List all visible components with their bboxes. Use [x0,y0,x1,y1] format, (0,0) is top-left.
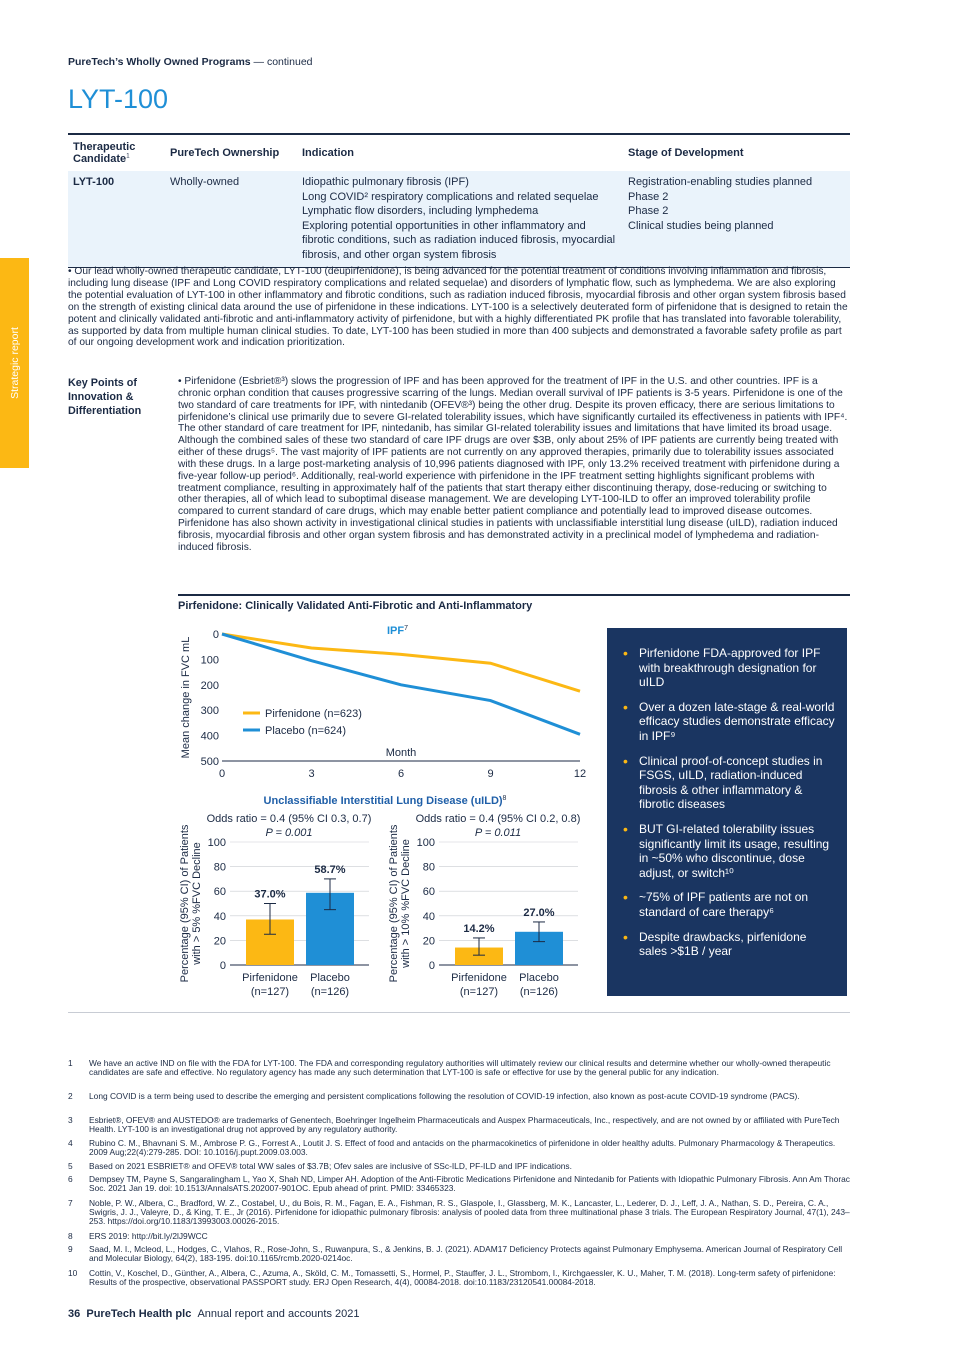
legend-label: Placebo (n=624) [265,725,347,737]
y-tick-label: 100 [207,837,226,849]
y-tick-label: 40 [213,910,226,923]
stage-cell: Registration-enabling studies planned Phase 2 Phase 2 Clinical studies being planned [623,171,850,267]
odds-ratio-label: Odds ratio = 0.4 (95% CI 0.2, 0.8) [415,813,581,825]
y-tick-label: 500 [200,756,219,768]
section-side-tab[interactable]: Strategic report [0,258,29,468]
callout-item: • Over a dozen late-stage & real-world efficacy studies demonstrate efficacy in IPF⁹ [639,700,835,744]
page-title: LYT-100 [68,84,169,114]
series-line [222,634,580,691]
data-label: 27.0% [523,906,555,919]
category-label: Pirfenidone [242,972,298,984]
y-tick-label: 20 [213,935,226,948]
candidate-cell: LYT-100 [68,171,165,267]
callout-item: • Pirfenidone FDA-approved for IPF with breakthrough designation for uILD [639,646,835,690]
key-points-text: • Pirfenidone (Esbriet®³) slows the progression of IPF and has been approved for the treatment of IPF in the U.S. and other countries. IPF is a chronic orphan condition that causes progressive scarring of the lungs. Median overall survival of IPF patients is 3-5 years. Pirfenidone is one of the two standard of care treatments for IPF, with nintedanib (OFEV®³) being the other drug. Despite its proven efficacy, there are serious limitations to pirfenidone’s clinical use primarily due to severe GI-related tolerability issues, which have significantly curtailed its effectiveness in patients with IPF⁴. The other standard of care treatment for IPF, nintedanib, has similar GI-related tolerability issues and limitations that have limited its broad usage. Although the combined sales of these two standard of care IPF drugs are over $3B, only about 25% of IPF patients are currently being treated with either of these drugs⁵. The vast majority of IPF patients are not currently on any approved therapies, primarily due to tolerability issues associated with these drugs. In a large post-marketing analysis of 10,996 patients diagnosed with IPF, only 13.2% received treatment with pirfenidone during a five-year follow-up period⁶. Additionally, real-world experience with pirfenidone in the IPF treatment setting highlights significant problems with treatment compliance, resulting in approximately half of the patients that start therapy either discontinuing therapy, dose-reducing or switching to other therapies, all of which lead to suboptimal disease management. We are developing LYT-100-ILD to offer an improved tolerability profile compared to current standard of care drugs, which may enable better patient compliance and potentially lead to improved disease outcomes. Pirfenidone has also shown activity in investigational clinical studies in patients with unclassifiable interstitial lung disease (uILD), radiation induced fibrosis, myocardial fibrosis and other organ system fibrosis and has demonstrated activity in a preclinical model of lymphedema and radiation-induced fibrosis. [178,376,848,553]
p-value-label: P = 0.001 [265,827,313,839]
col-stage: Stage of Development [623,134,850,171]
footnote: 5 Based on 2021 ESBRIET® and OFEV® total WW sales of $3.7B; Ofev sales are inclusive of SSc-ILD, PF-ILD and IPF indications. [68,1161,572,1171]
legend-label: Pirfenidone (n=623) [265,708,362,720]
chart-title: Unclassifiable Interstitial Lung Disease (uILD)$^8$ [263,795,507,807]
y-axis-label: Percentage (95% CI) of Patients [388,824,400,983]
table-row [68,171,850,267]
data-label: 37.0% [254,888,286,901]
figure-title: Pirfenidone: Clinically Validated Anti-Fibrotic and Anti-Inflammatory [178,600,533,612]
y-axis-label: with > 10% %FVC Decline [400,839,412,968]
y-tick-label: 20 [422,935,435,948]
figure-charts [170,618,600,1003]
callout-item: • Despite drawbacks, pirfenidone sales >$1B / year [639,930,835,959]
x-tick-label: 3 [308,768,315,780]
uild-bar-charts [179,795,580,998]
y-axis-label: with > 5% %FVC Decline [191,842,203,965]
footnote: 8 ERS 2019: http://bit.ly/2lJ9WCC [68,1231,208,1241]
candidate-table [68,133,850,268]
x-tick-label: 0 [218,768,226,780]
chart-title: IPF$^7$ [387,625,409,637]
data-label: 58.7% [314,863,346,876]
y-tick-label: 100 [416,837,435,849]
category-label: (n=126) [310,986,350,998]
ownership-cell: Wholly-owned [165,171,297,267]
odds-ratio-label: Odds ratio = 0.4 (95% CI 0.3, 0.7) [206,813,372,825]
p-value-label: P = 0.011 [474,827,522,839]
category-label: (n=127) [250,986,290,998]
x-tick-label: 6 [397,768,405,780]
table-header-row [68,134,850,171]
category-label: Pirfenidone [451,972,507,984]
figure-divider [178,594,850,596]
col-therapeutic-candidate: Therapeutic Candidate$^1$ [68,134,165,171]
category-label: Placebo [310,972,350,984]
x-tick-label: 9 [487,768,494,780]
indication-cell: Idiopathic pulmonary fibrosis (IPF) Long COVID² respiratory complications and related sequelae Lymphatic flow disorders, including lymphedema Exploring potential opportunities in other inflammatory and fibrotic conditions, such as radiation induced fibrosis, myocardial fibrosis, and other organ system fibrosis [297,171,623,267]
footnote: 4 Rubino C. M., Bhavnani S. M., Ambrose P. G., Forrest A., Loutit J. S. Effect of food and antacids on the pharmacokinetics of pirfenidone in older healthy adults. Pulmonary Pharmacology & Therapeutics. 2009 Aug;22(4):279-285. DOI: 10.1016/j.pupt.2009.03.003. [68,1138,836,1158]
footnote: 6 Dempsey TM, Payne S, Sangaralingham L, Yao X, Shah ND, Limper AH. Adoption of the Anti-Fibrotic Medications Pirfenidone and Nintedanib for Patients with Idiopathic Pulmonary Fibrosis. Ann Am Thorac Soc. 2021 Jan 19. doi: 10.1513/AnnalsATS.202007-901OC. Epub ahead of print. PMID: 33465323. [68,1174,850,1194]
y-axis-label: Mean change in FVC mL [180,636,192,759]
y-tick-label: 200 [200,679,219,692]
intro-paragraph: • Our lead wholly-owned therapeutic candidate, LYT-100 (deupirfenidone), is being advanced for the potential treatment of conditions involving inflammation and fibrosis, including lung disease (IPF and Long COVID respiratory complications and related sequelae) and disorders of lymphatic flow, such as lymphedema. We are also exploring the potential evaluation of LYT-100 in other inflammatory and fibrotic conditions, such as radiation induced fibrosis, myocardial fibrosis and other organ system fibrosis based on the strength of existing clinical data around the use of pirfenidone in these indications. LYT-100 is a selectively deuterated form of pirfenidone that is designed to retain the potent and clinically validated anti-fibrotic and anti-inflammatory activity of pirfenidone, but with a highly differentiated PK profile that has translated into favorable tolerability, as supported by data from multiple human clinical studies. To date, LYT-100 has been studied in more than 400 subjects and demonstrated a favorable safety profile as part of our ongoing development work and indication prioritization. [68,266,848,349]
running-header: PureTech’s Wholly Owned Programs — continued [68,56,313,68]
footnote: 7 Noble, P. W., Albera, C., Bradford, W. Z., Costabel, U., du Bois, R. M., Fagan, E. A., Fishman, R. S., Glaspole, I., Glassberg, M. K., Lancaster, L., Lederer, D. J., Leff, J. A., Nathan, S. D., Pereira, C. A., Swigris, J. J., Valeyre, D., & King, T. E., Jr (2016). Pirfenidone for idiopathic pulmonary fibrosis: analysis of pooled data from three multinational phase 3 trials. The European Respiratory Journal, 47(1), 243–253. https://doi.org/10.1183/13993003.00026-2015. [68,1198,850,1227]
y-tick-label: 80 [422,861,435,874]
callout-item: • Clinical proof-of-concept studies in FSGS, uILD, radiation-induced fibrosis & other inflammatory & fibrotic diseases [639,754,835,812]
section-divider [68,1012,850,1013]
footnote: 2 Long COVID is a term being used to describe the emerging and persistent complications following the resolution of COVID-19 infection, also known as post-acute COVID-19 syndrome (PACS). [68,1091,800,1101]
callout-item: • ~75% of IPF patients are not on standard of care therapy⁶ [639,890,835,919]
footnote: 9 Saad, M. I., Mcleod, L., Hodges, C., Vlahos, R., Rose-John, S., Ruwanpura, S., & Jenkins, B. J. (2021). ADAM17 Deficiency Protects against Pulmonary Emphysema. American Journal of Respiratory Cell and Molecular Biology, 64(2), 183-195. doi:10.1165/rcmb.2020-0214oc. [68,1244,843,1264]
y-tick-label: 40 [422,910,435,923]
category-label: (n=127) [459,986,499,998]
y-tick-label: 400 [200,730,219,743]
page-footer: 36 PureTech Health plc Annual report and accounts 2021 [68,1308,360,1320]
data-label: 14.2% [463,922,495,935]
col-ownership: PureTech Ownership [165,134,297,171]
x-tick-label: 12 [573,768,587,780]
callout-box [607,628,847,996]
category-label: Placebo [519,972,559,984]
category-label: (n=126) [519,986,559,998]
x-axis-label: Month [385,747,417,759]
footnote: 3 Esbriet®, OFEV® and AUSTEDO® are trademarks of Genentech, Boehringer Ingelheim Pharmaceuticals and Auspex Pharmaceuticals, Inc., respectively, and are not owned by or affiliated with PureTech Health. LYT-100 is an investigational drug not approved by any regulatory authority. [68,1115,840,1135]
y-tick-label: 60 [213,886,226,899]
ipf-line-chart [180,625,586,780]
y-tick-label: 0 [212,629,219,641]
footnote: 10 Cottin, V., Koschel, D., Günther, A., Albera, C., Azuma, A., Sköld, C. M., Tomassetti, S., Hormel, P., Stauffer, J. L., Strombom, I., Kirchgaessler, K. U., Maher, T. M. (2018). Long-term safety of pirfenidone: Results of the prospective, observational PASSPORT study. ERJ Open Research, 4(4), 00084-2018. doi:10.1183/23120541.00084-2018. [68,1268,836,1288]
y-tick-label: 0 [428,960,435,972]
col-indication: Indication [297,134,623,171]
y-tick-label: 100 [200,654,219,667]
key-points-label: Key Points of Innovation & Differentiation [68,377,142,417]
callout-item: • BUT GI-related tolerability issues significantly limit its usage, resulting in ~50% who discontinue, dose adjust, or switch¹⁰ [639,822,835,880]
y-tick-label: 0 [219,960,226,972]
y-tick-label: 80 [213,861,226,874]
y-axis-label: Percentage (95% CI) of Patients [179,824,191,983]
y-tick-label: 300 [200,705,219,718]
y-tick-label: 60 [422,886,435,899]
footnote: 1 We have an active IND on file with the FDA for LYT-100. The FDA and corresponding regulatory authorities will ultimately review our clinical results and determine whether our wholly-owned therapeutic candidates are safe and effective. No regulatory agency has made any such determination that LYT-100 is safe or effective for use by the general public for any indication. [68,1058,831,1078]
